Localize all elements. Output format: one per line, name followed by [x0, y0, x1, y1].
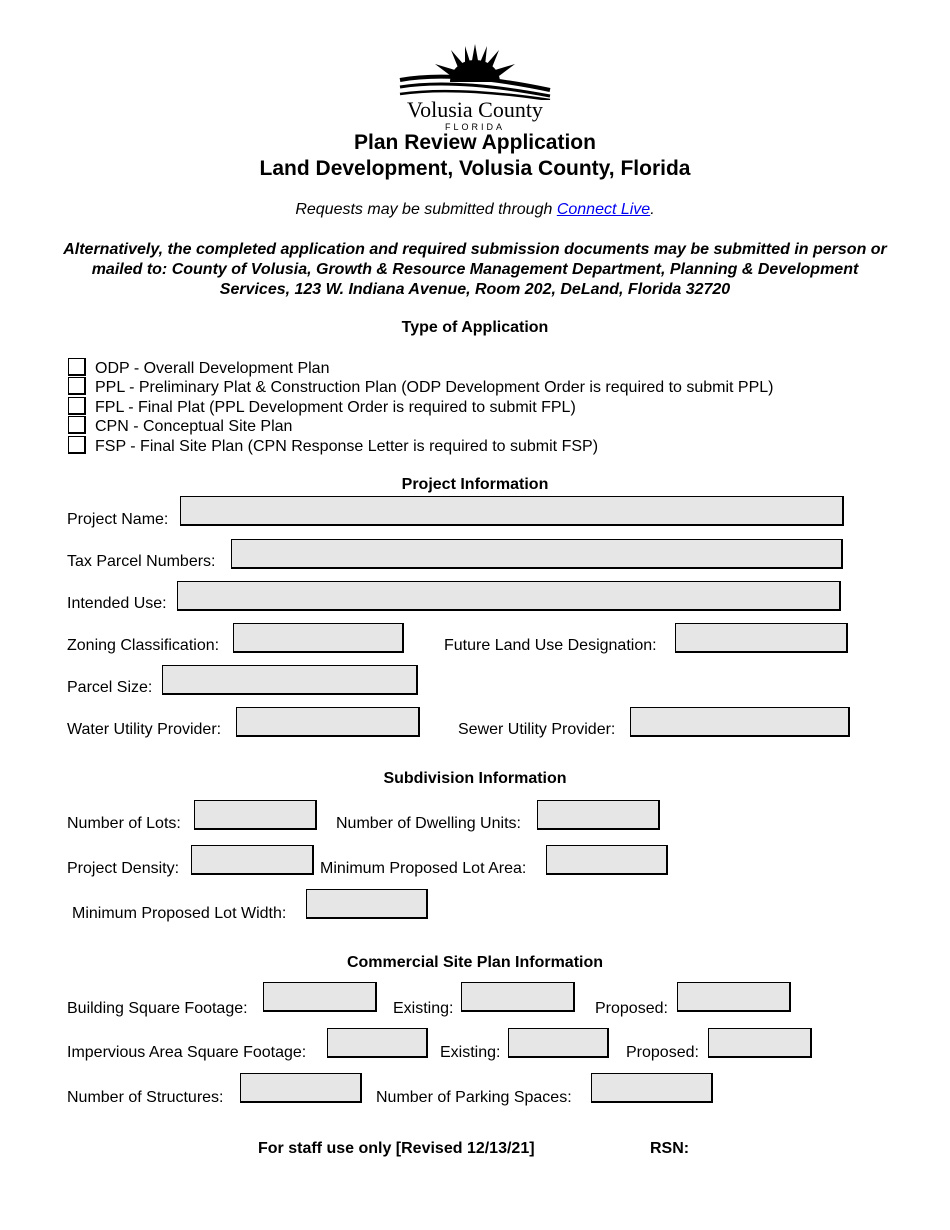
option-cpn[interactable] [68, 416, 292, 436]
future-land-use-field[interactable] [675, 623, 848, 653]
number-of-lots-field[interactable] [194, 800, 317, 830]
min-lot-area-field[interactable] [546, 845, 668, 875]
option-ppl[interactable] [68, 377, 774, 397]
building-proposed-label: Proposed: [595, 1000, 668, 1017]
parking-spaces-label: Number of Parking Spaces: [376, 1089, 572, 1106]
staff-use-note: For staff use only [Revised 12/13/21] [258, 1140, 535, 1157]
page-subtitle: Land Development, Volusia County, Florida [259, 157, 691, 180]
impervious-sqft-field[interactable] [327, 1028, 428, 1058]
tax-parcel-label: Tax Parcel Numbers: [67, 553, 216, 570]
connect-live-link[interactable]: Connect Live [556, 201, 651, 218]
parcel-size-field[interactable] [162, 665, 418, 695]
rsn-label: RSN: [650, 1140, 690, 1157]
logo-county-name: Volusia County [407, 97, 543, 122]
min-lot-area-label: Minimum Proposed Lot Area: [320, 860, 527, 877]
project-name-label: Project Name: [67, 511, 169, 528]
parcel-size-label: Parcel Size: [67, 679, 153, 696]
future-land-use-label: Future Land Use Designation: [444, 637, 657, 654]
zoning-field[interactable] [233, 623, 404, 653]
cpn-checkbox[interactable] [68, 416, 86, 434]
building-existing-field[interactable] [461, 982, 575, 1012]
fpl-checkbox[interactable] [68, 397, 86, 415]
building-sqft-field[interactable] [263, 982, 377, 1012]
project-density-field[interactable] [191, 845, 314, 875]
intro-text [0, 201, 950, 219]
min-lot-width-label: Minimum Proposed Lot Width: [72, 905, 287, 922]
parking-spaces-field[interactable] [591, 1073, 713, 1103]
project-name-field[interactable] [180, 496, 844, 526]
number-of-structures-field[interactable] [240, 1073, 362, 1103]
number-of-structures-label: Number of Structures: [67, 1089, 224, 1106]
page-title: Plan Review Application [354, 131, 596, 154]
alternative-submission-text: Alternatively, the completed application and required submission documents may be submitted in person or mailed to: County of Volusia, Growth & Resource Management Department, Planning & Development Services, 123 W. Indiana Avenue, Room 202, DeLand, Florida 32720 [63, 241, 887, 298]
number-of-lots-label: Number of Lots: [67, 815, 181, 832]
impervious-proposed-field[interactable] [708, 1028, 812, 1058]
odp-checkbox[interactable] [68, 358, 86, 376]
building-sqft-label: Building Square Footage: [67, 1000, 248, 1017]
ppl-checkbox[interactable] [68, 377, 86, 395]
building-existing-label: Existing: [393, 1000, 454, 1017]
sewer-utility-field[interactable] [630, 707, 850, 737]
type-of-application-heading: Type of Application [401, 319, 549, 336]
fsp-checkbox[interactable] [68, 436, 86, 454]
project-information-heading: Project Information [401, 476, 549, 493]
dwelling-units-label: Number of Dwelling Units: [336, 815, 521, 832]
option-label: CPN - Conceptual Site Plan [95, 418, 293, 435]
impervious-sqft-label: Impervious Area Square Footage: [67, 1044, 307, 1061]
project-density-label: Project Density: [67, 860, 180, 877]
water-utility-field[interactable] [236, 707, 420, 737]
option-label: PPL - Preliminary Plat & Construction Plan (ODP Development Order is required to submit PPL) [95, 379, 774, 396]
intended-use-label: Intended Use: [67, 595, 167, 612]
sun-logo-icon [395, 40, 555, 100]
impervious-proposed-label: Proposed: [626, 1044, 699, 1061]
water-utility-label: Water Utility Provider: [67, 721, 222, 738]
building-proposed-field[interactable] [677, 982, 791, 1012]
commercial-site-plan-heading: Commercial Site Plan Information [346, 954, 604, 971]
logo-state: FLORIDA [444, 122, 505, 132]
dwelling-units-field[interactable] [537, 800, 660, 830]
subdivision-information-heading: Subdivision Information [383, 770, 567, 787]
county-logo [395, 40, 555, 132]
impervious-existing-field[interactable] [508, 1028, 609, 1058]
option-label: FSP - Final Site Plan (CPN Response Letter is required to submit FSP) [95, 438, 599, 455]
sewer-utility-label: Sewer Utility Provider: [458, 721, 616, 738]
impervious-existing-label: Existing: [440, 1044, 501, 1061]
intro-after: . [650, 201, 655, 218]
zoning-label: Zoning Classification: [67, 637, 220, 654]
option-fpl[interactable] [68, 397, 576, 417]
min-lot-width-field[interactable] [306, 889, 428, 919]
intro-before: Requests may be submitted through [295, 201, 557, 218]
option-fsp[interactable] [68, 436, 598, 456]
tax-parcel-field[interactable] [231, 539, 843, 569]
option-label: ODP - Overall Development Plan [95, 360, 330, 377]
option-label: FPL - Final Plat (PPL Development Order is required to submit FPL) [95, 399, 576, 416]
option-odp[interactable] [68, 358, 329, 378]
intended-use-field[interactable] [177, 581, 841, 611]
